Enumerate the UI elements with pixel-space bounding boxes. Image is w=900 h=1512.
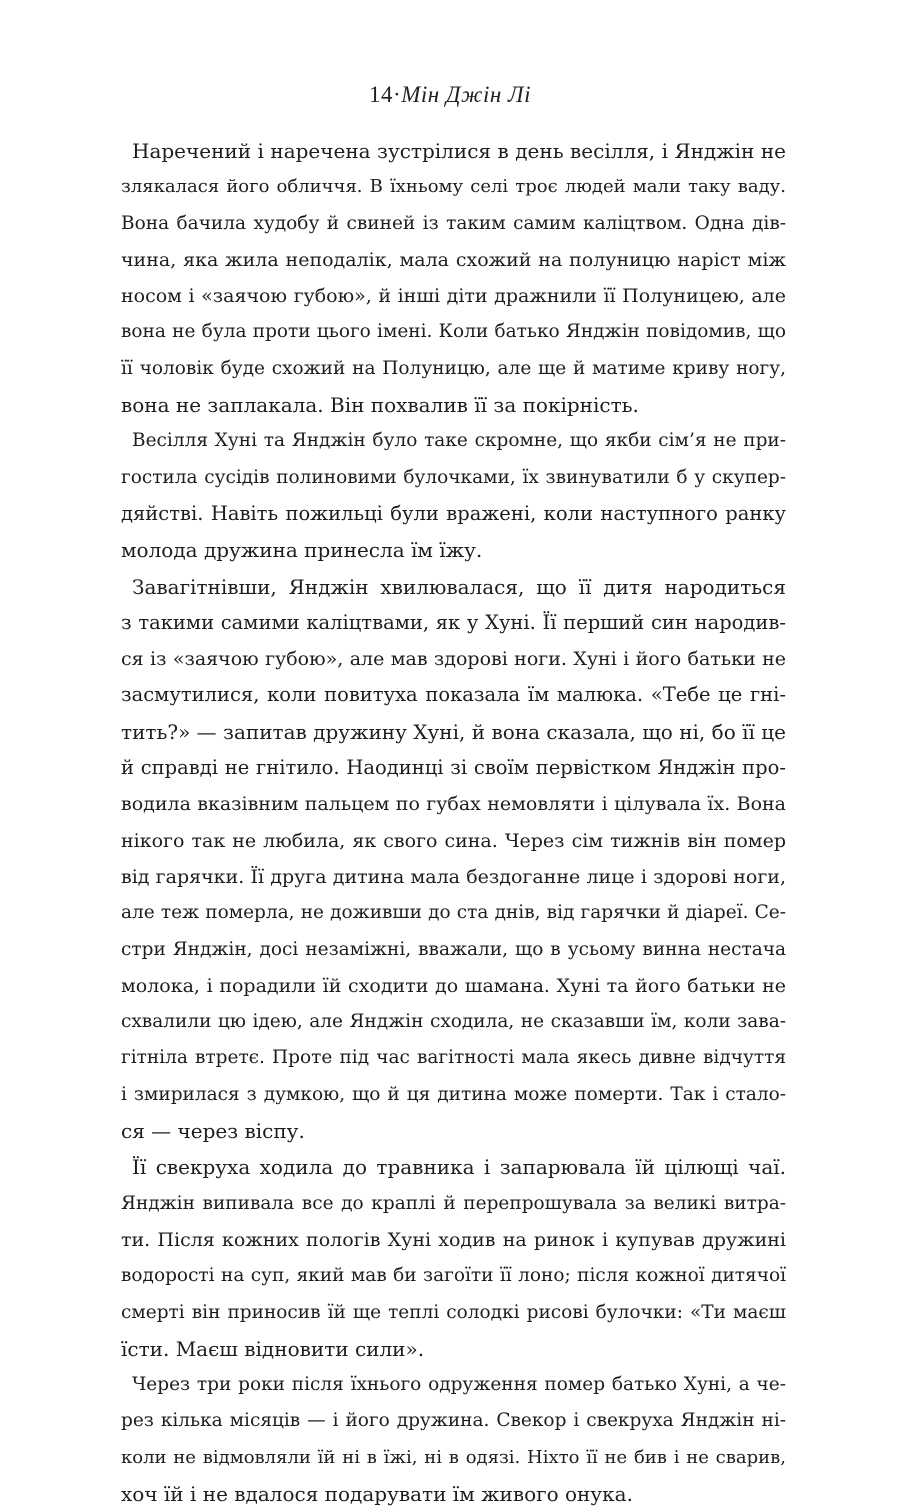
text-line: нікого так не любила, як свого сина. Через сім тижнів він помер bbox=[121, 829, 786, 852]
author-name: Мін Джін Лі bbox=[401, 82, 531, 107]
text-line: стри Янджін, досі незаміжні, вважали, що в усьому винна нестача bbox=[121, 938, 786, 960]
text-line: Вона бачила худобу й свиней із таким самим каліцтвом. Одна дів- bbox=[121, 212, 786, 234]
text-line: Через три роки після їхнього одруження помер батько Хуні, а че- bbox=[132, 1374, 786, 1396]
text-line: Завагітнівши, Янджін хвилювалася, що її дитя народиться bbox=[132, 574, 786, 599]
text-line: їсти. Маєш відновити сили». bbox=[121, 1336, 425, 1361]
text-line: гітніла втретє. Проте під час вагітності мала якесь дивне відчуття bbox=[121, 1047, 786, 1069]
text-line: рез кілька місяців — і його дружина. Свекор і свекруха Янджін ні- bbox=[121, 1410, 786, 1432]
text-line: схвалили цю ідею, але Янджін сходила, не сказавши їм, коли зава- bbox=[121, 1011, 786, 1033]
text-line: вона не заплакала. Він похвалив її за покірність. bbox=[121, 393, 639, 418]
page-number: 14 bbox=[369, 82, 394, 107]
text-line: тить?» — запитав дружину Хуні, й вона сказала, що ні, бо її це bbox=[121, 719, 786, 744]
text-line: й справді не гнітило. Наодинці зі своїм первістком Янджін про- bbox=[121, 756, 786, 780]
paragraph bbox=[121, 1149, 786, 1367]
text-line: смерті він приносив їй ще теплі солодкі рисові булочки: «Ти маєш bbox=[121, 1301, 786, 1323]
text-line: ся із «заячою губою», але мав здорові ноги. Хуні і його батьки не bbox=[121, 648, 786, 671]
text-line: хоч їй і не вдалося подарувати їм живого онука. bbox=[121, 1481, 633, 1506]
text-line: вона не була проти цього імені. Коли батько Янджін повідомив, що bbox=[121, 321, 786, 343]
paragraph bbox=[121, 1367, 786, 1512]
text-line: ти. Після кожних пологів Хуні ходив на ринок і купував дружині bbox=[121, 1228, 786, 1251]
text-line: від гарячки. Її друга дитина мала бездоганне лице і здорові ноги, bbox=[121, 865, 786, 888]
text-line: молода дружина принесла їм їжу. bbox=[121, 538, 483, 563]
header-separator: · bbox=[393, 82, 402, 107]
paragraph bbox=[121, 569, 786, 1150]
text-line: злякалася його обличчя. В їхньому селі троє людей мали таку ваду. bbox=[121, 176, 786, 198]
text-line: Весілля Хуні та Янджін було таке скромне, що якби сім’я не при- bbox=[132, 430, 786, 452]
text-line: водила вказівним пальцем по губах немовляти і цілувала їх. Вона bbox=[121, 793, 786, 816]
body-text bbox=[121, 133, 786, 1512]
text-line: ся — через віспу. bbox=[121, 1119, 305, 1144]
text-line: Янджін випивала все до краплі й перепрошувала за великі витра- bbox=[121, 1192, 786, 1214]
text-line: засмутилися, коли повитуха показала їм малюка. «Тебе це гні- bbox=[121, 683, 786, 707]
text-line: Її свекруха ходила до травника і запарювала їй цілющі чаї. bbox=[132, 1155, 786, 1180]
text-line: Наречений і наречена зустрілися в день весілля, і Янджін не bbox=[132, 139, 786, 163]
paragraph bbox=[121, 423, 786, 568]
text-line: і змирилася з думкою, що й ця дитина може померти. Так і стало- bbox=[121, 1083, 786, 1105]
text-line: носом і «заячою губою», й інші діти дражнили її Полуницею, але bbox=[121, 285, 786, 308]
text-line: дяйстві. Навіть пожильці були вражені, коли наступного ранку bbox=[121, 501, 786, 525]
text-line: з такими самими каліцтвами, як у Хуні. Її перший син народив- bbox=[121, 610, 786, 634]
text-line: коли не відмовляли їй ні в їжі, ні в одязі. Ніхто її не бив і не сварив, bbox=[121, 1446, 786, 1468]
text-line: чина, яка жила неподалік, мала схожий на полуницю наріст між bbox=[121, 248, 786, 271]
text-line: водорості на суп, який мав би загоїти її лоно; після кожної дитячої bbox=[121, 1265, 786, 1287]
text-line: але теж померла, не доживши до ста днів, від гарячки й діареї. Се- bbox=[121, 902, 786, 924]
text-line: гостила сусідів полиновими булочками, їх звинуватили б у скупер- bbox=[121, 466, 786, 488]
text-line: молока, і порадили їй сходити до шамана. Хуні та його батьки не bbox=[121, 974, 786, 997]
paragraph bbox=[121, 133, 786, 423]
text-line: її чоловік буде схожий на Полуницю, але ще й матиме криву ногу, bbox=[121, 357, 786, 379]
running-header bbox=[0, 82, 900, 108]
